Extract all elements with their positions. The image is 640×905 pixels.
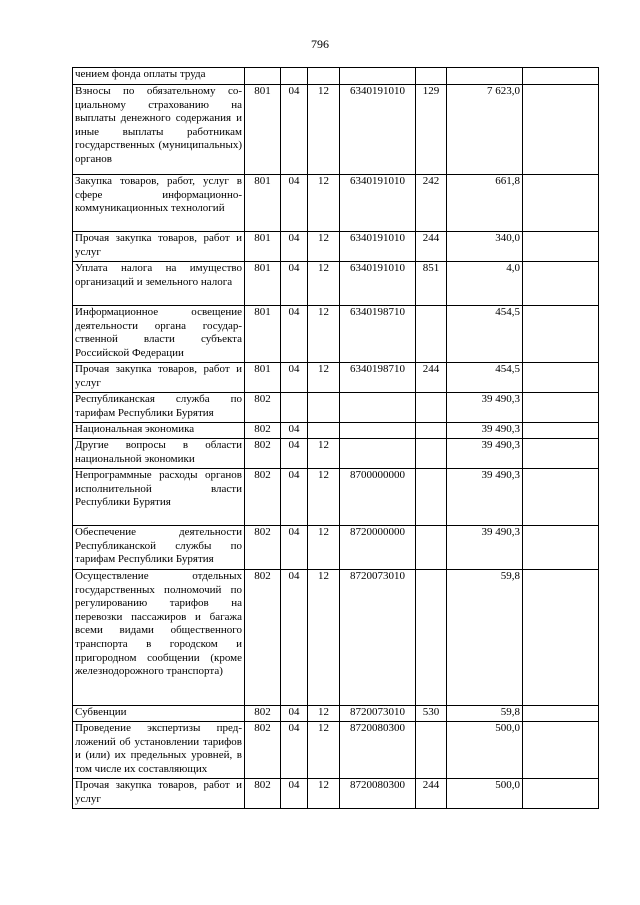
extra-amount-cell bbox=[523, 722, 599, 779]
grbs-code-cell: 802 bbox=[245, 722, 281, 779]
extra-amount-cell bbox=[523, 423, 599, 439]
target-article-cell: 6340191010 bbox=[340, 262, 416, 306]
budget-table bbox=[72, 67, 599, 809]
extra-amount-cell bbox=[523, 306, 599, 363]
subsection-code-cell bbox=[308, 68, 340, 85]
subsection-code-cell bbox=[308, 423, 340, 439]
subsection-code-cell: 12 bbox=[308, 706, 340, 722]
section-code-cell: 04 bbox=[281, 175, 308, 232]
row-name-cell: Прочая закупка товаров, работ и услуг bbox=[73, 363, 245, 393]
expense-type-cell bbox=[416, 570, 447, 706]
grbs-code-cell: 801 bbox=[245, 262, 281, 306]
target-article-cell: 8720080300 bbox=[340, 722, 416, 779]
grbs-code-cell: 802 bbox=[245, 423, 281, 439]
page-number: 796 bbox=[311, 37, 329, 51]
section-code-cell: 04 bbox=[281, 85, 308, 175]
target-article-cell: 6340198710 bbox=[340, 306, 416, 363]
target-article-cell bbox=[340, 393, 416, 423]
row-name-cell: Закупка товаров, работ, услуг в сфере информационно-коммуникационных технологий bbox=[73, 175, 245, 232]
expense-type-cell bbox=[416, 439, 447, 469]
section-code-cell: 04 bbox=[281, 722, 308, 779]
table-row bbox=[73, 262, 599, 306]
row-name-cell: Обеспечение деятельности Республиканской службы по тарифам Республики Бурятия bbox=[73, 526, 245, 570]
table-row bbox=[73, 85, 599, 175]
section-code-cell: 04 bbox=[281, 262, 308, 306]
table-row bbox=[73, 423, 599, 439]
amount-cell: 661,8 bbox=[447, 175, 523, 232]
table-row bbox=[73, 393, 599, 423]
target-article-cell bbox=[340, 423, 416, 439]
extra-amount-cell bbox=[523, 439, 599, 469]
subsection-code-cell: 12 bbox=[308, 526, 340, 570]
grbs-code-cell: 802 bbox=[245, 393, 281, 423]
amount-cell: 39 490,3 bbox=[447, 423, 523, 439]
target-article-cell: 8700000000 bbox=[340, 469, 416, 526]
amount-cell: 39 490,3 bbox=[447, 393, 523, 423]
row-name-cell: Прочая закупка товаров, работ и услуг bbox=[73, 779, 245, 809]
grbs-code-cell: 801 bbox=[245, 85, 281, 175]
expense-type-cell: 242 bbox=[416, 175, 447, 232]
expense-type-cell: 530 bbox=[416, 706, 447, 722]
expense-type-cell bbox=[416, 306, 447, 363]
grbs-code-cell: 802 bbox=[245, 779, 281, 809]
table-row bbox=[73, 363, 599, 393]
section-code-cell: 04 bbox=[281, 570, 308, 706]
amount-cell: 4,0 bbox=[447, 262, 523, 306]
target-article-cell: 6340191010 bbox=[340, 175, 416, 232]
expense-type-cell: 129 bbox=[416, 85, 447, 175]
extra-amount-cell bbox=[523, 262, 599, 306]
target-article-cell: 6340191010 bbox=[340, 232, 416, 262]
section-code-cell: 04 bbox=[281, 779, 308, 809]
expense-type-cell: 244 bbox=[416, 363, 447, 393]
row-name-cell: чением фонда оплаты труда bbox=[73, 68, 245, 85]
row-name-cell: Осуществление отдельных государственных полномочий по регулированию тарифов на перевозки пассажиров и багажа всеми видами общественного транспорта в городском и пригородном сообщении (кроме железнодорожного транспорта) bbox=[73, 570, 245, 706]
section-code-cell: 04 bbox=[281, 469, 308, 526]
table-row bbox=[73, 722, 599, 779]
extra-amount-cell bbox=[523, 363, 599, 393]
row-name-cell: Республиканская служба по тарифам Республики Бурятия bbox=[73, 393, 245, 423]
table-row bbox=[73, 706, 599, 722]
subsection-code-cell: 12 bbox=[308, 779, 340, 809]
target-article-cell: 8720073010 bbox=[340, 706, 416, 722]
extra-amount-cell bbox=[523, 393, 599, 423]
table-row bbox=[73, 779, 599, 809]
amount-cell: 59,8 bbox=[447, 570, 523, 706]
subsection-code-cell: 12 bbox=[308, 175, 340, 232]
expense-type-cell bbox=[416, 722, 447, 779]
expense-type-cell bbox=[416, 68, 447, 85]
section-code-cell: 04 bbox=[281, 526, 308, 570]
grbs-code-cell: 801 bbox=[245, 363, 281, 393]
amount-cell: 454,5 bbox=[447, 306, 523, 363]
extra-amount-cell bbox=[523, 232, 599, 262]
expense-type-cell: 851 bbox=[416, 262, 447, 306]
extra-amount-cell bbox=[523, 469, 599, 526]
section-code-cell: 04 bbox=[281, 232, 308, 262]
row-name-cell: Информационное освещение деятельности органа государственной власти субъекта Российской Федерации bbox=[73, 306, 245, 363]
section-code-cell bbox=[281, 68, 308, 85]
target-article-cell: 6340198710 bbox=[340, 363, 416, 393]
grbs-code-cell: 801 bbox=[245, 232, 281, 262]
amount-cell: 500,0 bbox=[447, 779, 523, 809]
section-code-cell bbox=[281, 393, 308, 423]
row-name-cell: Взносы по обязательному социальному страхованию на выплаты денежного содержания и иные выплаты работникам государственных (муниципальных) органов bbox=[73, 85, 245, 175]
subsection-code-cell: 12 bbox=[308, 262, 340, 306]
subsection-code-cell: 12 bbox=[308, 570, 340, 706]
table-row bbox=[73, 469, 599, 526]
table-row bbox=[73, 439, 599, 469]
target-article-cell: 8720000000 bbox=[340, 526, 416, 570]
target-article-cell bbox=[340, 68, 416, 85]
amount-cell: 7 623,0 bbox=[447, 85, 523, 175]
extra-amount-cell bbox=[523, 68, 599, 85]
amount-cell: 340,0 bbox=[447, 232, 523, 262]
row-name-cell: Непрограммные расходы органов исполнительной власти Республики Бурятия bbox=[73, 469, 245, 526]
extra-amount-cell bbox=[523, 85, 599, 175]
table-row bbox=[73, 570, 599, 706]
row-name-cell: Прочая закупка товаров, работ и услуг bbox=[73, 232, 245, 262]
grbs-code-cell bbox=[245, 68, 281, 85]
table-row bbox=[73, 526, 599, 570]
target-article-cell: 8720073010 bbox=[340, 570, 416, 706]
table-body bbox=[73, 68, 599, 809]
subsection-code-cell: 12 bbox=[308, 232, 340, 262]
grbs-code-cell: 801 bbox=[245, 306, 281, 363]
extra-amount-cell bbox=[523, 706, 599, 722]
extra-amount-cell bbox=[523, 526, 599, 570]
expense-type-cell: 244 bbox=[416, 779, 447, 809]
grbs-code-cell: 802 bbox=[245, 570, 281, 706]
section-code-cell: 04 bbox=[281, 439, 308, 469]
amount-cell bbox=[447, 68, 523, 85]
table-row bbox=[73, 232, 599, 262]
amount-cell: 59,8 bbox=[447, 706, 523, 722]
expense-type-cell: 244 bbox=[416, 232, 447, 262]
row-name-cell: Проведение экспертизы предложений об установлении тарифов и (или) их предельных уровней, в том числе их составляющих bbox=[73, 722, 245, 779]
subsection-code-cell: 12 bbox=[308, 439, 340, 469]
amount-cell: 454,5 bbox=[447, 363, 523, 393]
expense-type-cell bbox=[416, 393, 447, 423]
subsection-code-cell bbox=[308, 393, 340, 423]
row-name-cell: Другие вопросы в области национальной экономики bbox=[73, 439, 245, 469]
subsection-code-cell: 12 bbox=[308, 85, 340, 175]
expense-type-cell bbox=[416, 469, 447, 526]
subsection-code-cell: 12 bbox=[308, 469, 340, 526]
expense-type-cell bbox=[416, 526, 447, 570]
table-row bbox=[73, 68, 599, 85]
amount-cell: 39 490,3 bbox=[447, 439, 523, 469]
target-article-cell bbox=[340, 439, 416, 469]
section-code-cell: 04 bbox=[281, 423, 308, 439]
target-article-cell: 6340191010 bbox=[340, 85, 416, 175]
extra-amount-cell bbox=[523, 175, 599, 232]
target-article-cell: 8720080300 bbox=[340, 779, 416, 809]
amount-cell: 39 490,3 bbox=[447, 526, 523, 570]
amount-cell: 500,0 bbox=[447, 722, 523, 779]
subsection-code-cell: 12 bbox=[308, 722, 340, 779]
subsection-code-cell: 12 bbox=[308, 363, 340, 393]
section-code-cell: 04 bbox=[281, 706, 308, 722]
subsection-code-cell: 12 bbox=[308, 306, 340, 363]
grbs-code-cell: 802 bbox=[245, 526, 281, 570]
extra-amount-cell bbox=[523, 570, 599, 706]
grbs-code-cell: 801 bbox=[245, 175, 281, 232]
section-code-cell: 04 bbox=[281, 306, 308, 363]
row-name-cell: Национальная экономика bbox=[73, 423, 245, 439]
table-row bbox=[73, 306, 599, 363]
extra-amount-cell bbox=[523, 779, 599, 809]
amount-cell: 39 490,3 bbox=[447, 469, 523, 526]
expense-type-cell bbox=[416, 423, 447, 439]
section-code-cell: 04 bbox=[281, 363, 308, 393]
row-name-cell: Уплата налога на имущество организаций и земельного налога bbox=[73, 262, 245, 306]
grbs-code-cell: 802 bbox=[245, 439, 281, 469]
grbs-code-cell: 802 bbox=[245, 469, 281, 526]
row-name-cell: Субвенции bbox=[73, 706, 245, 722]
grbs-code-cell: 802 bbox=[245, 706, 281, 722]
table-row bbox=[73, 175, 599, 232]
